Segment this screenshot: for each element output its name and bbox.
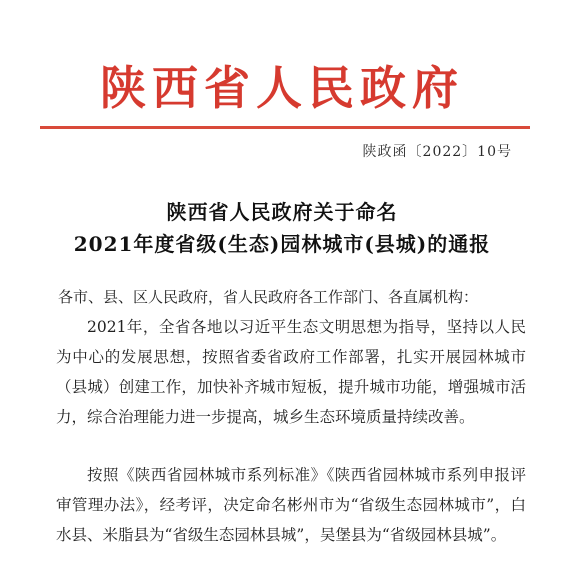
- body-paragraph-2: 按照《陕西省园林城市系列标准》《陕西省园林城市系列申报评审管理办法》，经考评，决定命名彬州市为“省级生态园林城市”，白水县、米脂县为“省级生态园林县城”，吴堡县为“省级园林县城”。: [56, 466, 526, 544]
- document-number: 陕政函〔2022〕10号: [362, 144, 512, 160]
- salutation: 各市、县、区人民政府，省人民政府各工作部门、各直属机构：: [58, 288, 479, 306]
- document-title-line-2: 2021年度省级(生态)园林城市(县城)的通报: [73, 232, 491, 256]
- red-divider-rule: [40, 126, 530, 129]
- body-paragraph-1: 2021年，全省各地以习近平生态文明思想为指导，坚持以人民为中心的发展思想，按照省委省政府工作部署，扎实开展园林城市（县城）创建工作，加快补齐城市短板，提升城市功能，增强城市活力，综合治理能力进一步提高，城乡生态环境质量持续改善。: [56, 318, 526, 426]
- letterhead-issuer: 陕西省人民政府: [100, 61, 464, 115]
- document-title-line-1: 陕西省人民政府关于命名: [166, 200, 398, 224]
